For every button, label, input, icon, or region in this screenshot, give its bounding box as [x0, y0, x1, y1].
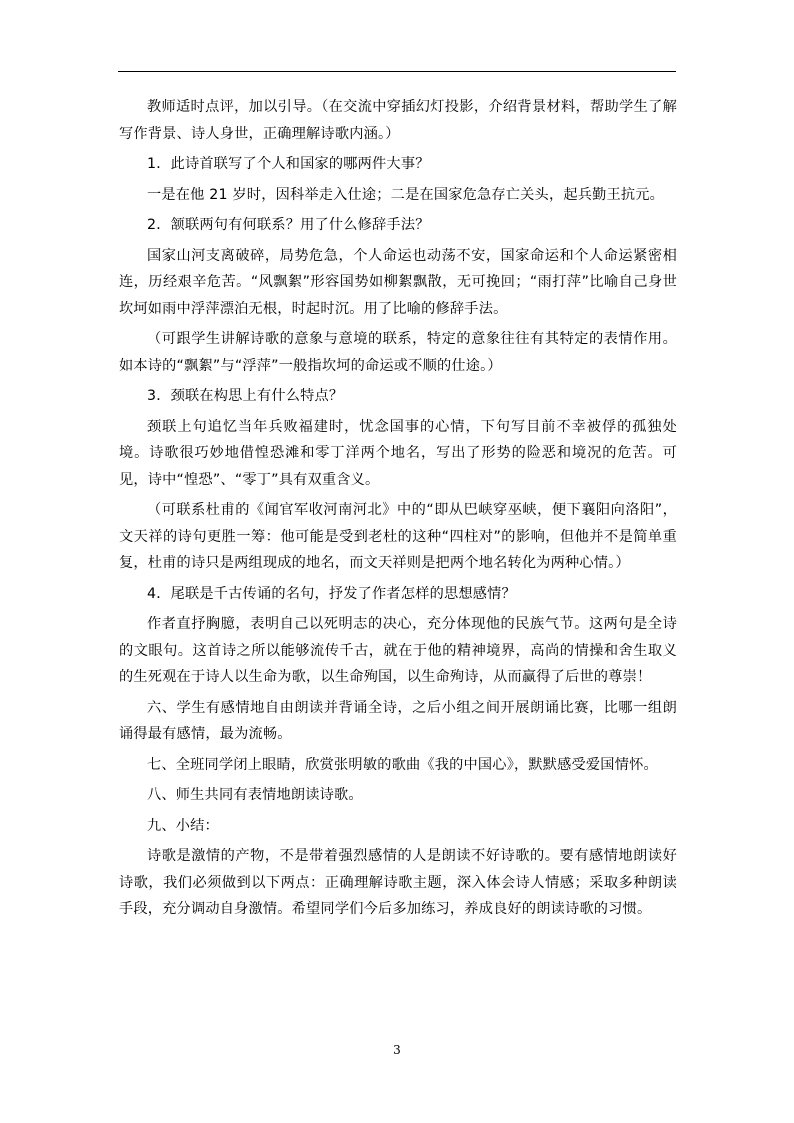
step-8: 八、师生共同有表情地朗读诗歌。 [147, 787, 363, 803]
page-body [119, 94, 677, 923]
step-9-heading: 九、小结： [147, 817, 219, 834]
note-3: （可联系杜甫的《闻官军收河南河北》中的“即从巴峡穿巫峡，便下襄阳向洛阳”，文天祥的诗句更胜一筹：他可能是受到老杜的这种“四柱对”的影响，但他并不是简单重复，杜甫的诗只是两组现成的地名，而文天祥则是把两个地名转化为两种心情。） [119, 502, 677, 571]
question-4: 4．尾联是千古传诵的名句，抒发了作者怎样的思想感情？ [147, 585, 516, 602]
question-3: 3．颈联在构思上有什么特点？ [147, 388, 344, 404]
answer-2: 国家山河支离破碎，局势危急，个人命运也动荡不安，国家命运和个人命运紧密相连，历经艰辛危苦。“风飘絮”形容国势如柳絮飘散，无可挽回；“雨打萍”比喻自己身世坎坷如雨中浮萍漂泊无根，时起时沉。用了比喻的修辞手法。 [119, 247, 677, 317]
step-7: 七、全班同学闭上眼睛，欣赏张明敏的歌曲《我的中国心》，默默感受爱国情怀。 [147, 756, 658, 773]
note-2: （可跟学生讲解诗歌的意象与意境的联系，特定的意象往往有其特定的表情作用。如本诗的“飘絮”与“浮萍”一般指坎坷的命运或不顺的仕途。） [119, 331, 677, 374]
question-2: 2．颔联两句有何联系？用了什么修辞手法？ [147, 217, 430, 233]
answer-1: 一是在他 21 岁时，因科举走入仕途；二是在国家危急存亡关头，起兵勤王抗元。 [147, 186, 665, 203]
step-6: 六、学生有感情地自由朗读并背诵全诗，之后小组之间开展朗诵比赛，比哪一组朗诵得最有感情，最为流畅。 [119, 699, 677, 742]
page-number: 3 [393, 1043, 401, 1057]
answer-3: 颈联上句追忆当年兵败福建时，忧念国事的心情，下句写目前不幸被俘的孤独处境。诗歌很巧妙地借惶恐滩和零丁洋两个地名，写出了形势的险恶和境况的危苦。可见，诗中“惶恐”、“零丁”具有双重含义。 [119, 418, 677, 488]
header-rule [118, 71, 676, 72]
question-1: 1．此诗首联写了个人和国家的哪两件大事？ [147, 156, 430, 172]
paragraph-intro: 教师适时点评，加以引导。（在交流中穿插幻灯投影，介绍背景材料，帮助学生了解写作背景、诗人身世，正确理解诗歌内涵。） [119, 99, 677, 142]
summary-paragraph: 诗歌是激情的产物，不是带着强烈感情的人是朗读不好诗歌的。要有感情地朗读好诗歌，我们必须做到以下两点：正确理解诗歌主题，深入体会诗人情感；采取多种朗读手段，充分调动自身激情。希望同学们今后多加练习，养成良好的朗读诗歌的习惯。 [119, 848, 677, 917]
answer-4: 作者直抒胸臆，表明自己以死明志的决心，充分体现他的民族气节。这两句是全诗的文眼句。这首诗之所以能够流传千古，就在于他的精神境界，高尚的情操和舍生取义的生死观在于诗人以生命为歌，以生命殉国，以生命殉诗，从而赢得了后世的尊崇！ [119, 616, 677, 685]
